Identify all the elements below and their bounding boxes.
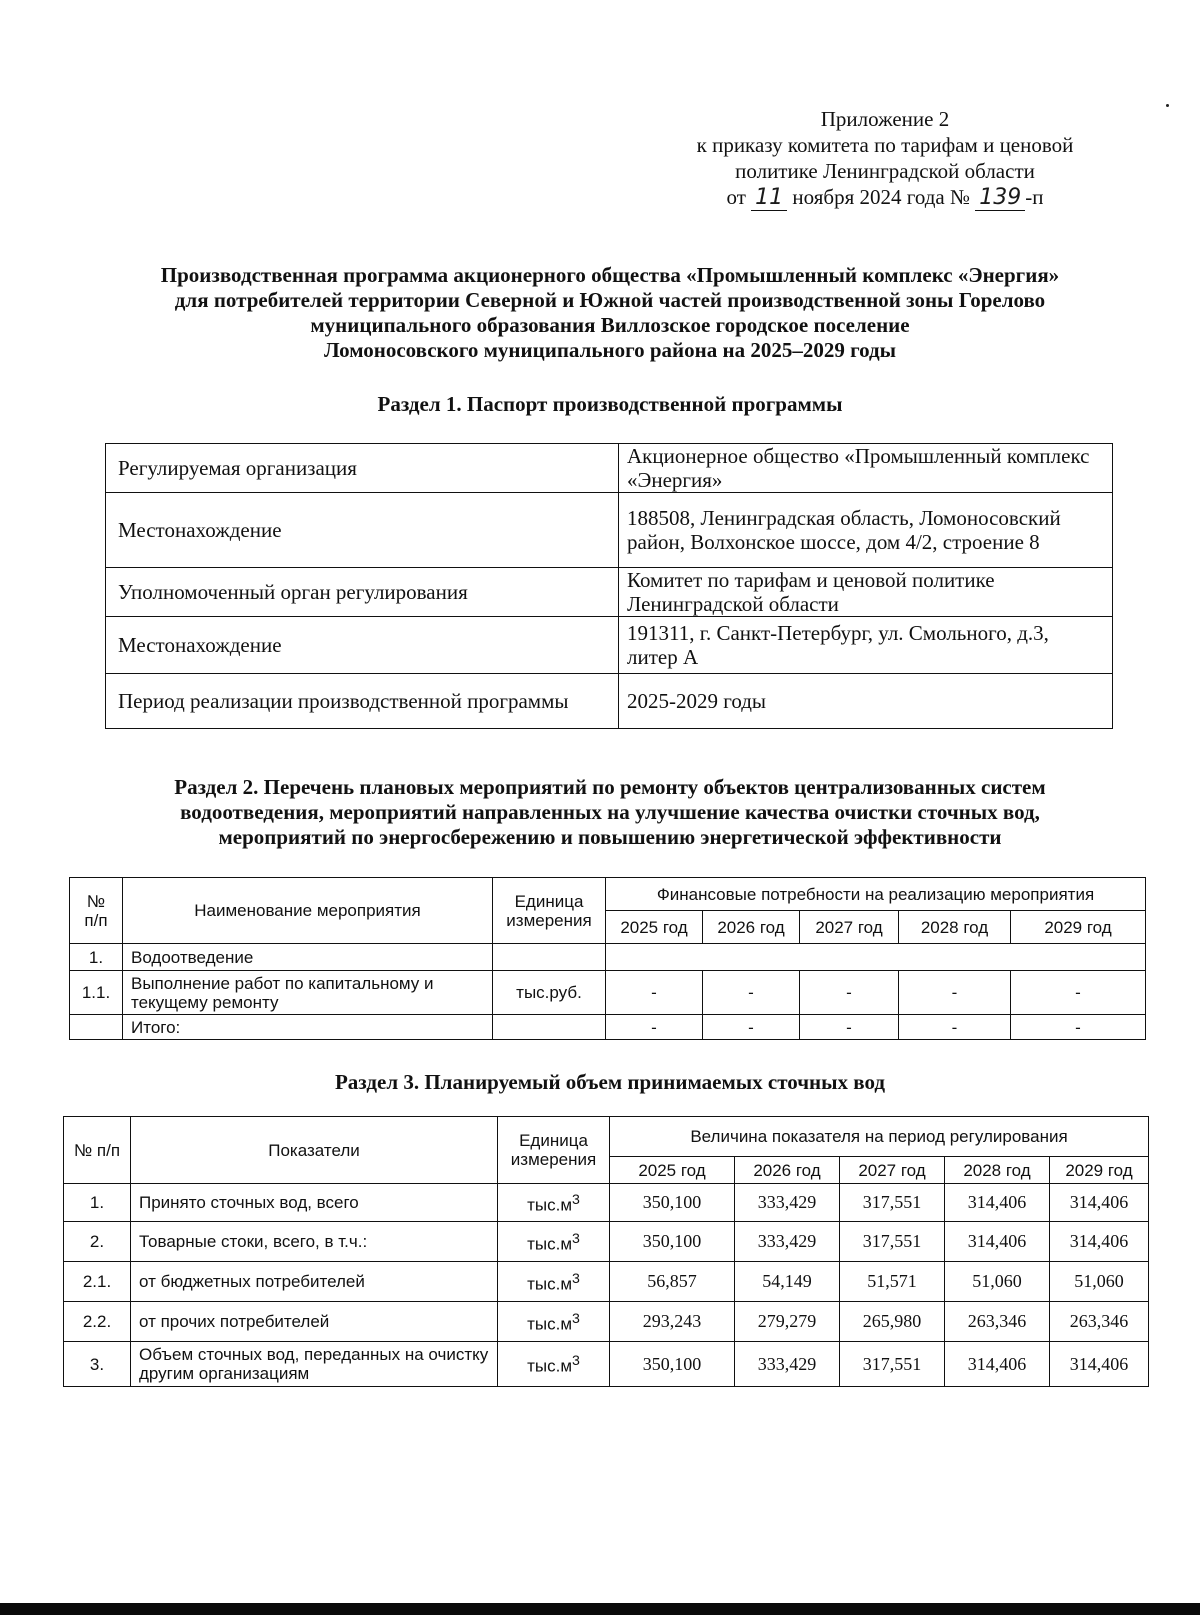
cell-value: - — [606, 971, 703, 1015]
cell-name: Водоотведение — [123, 944, 493, 971]
unit-base: тыс.м — [527, 1234, 573, 1254]
passport-table — [105, 443, 1113, 729]
unit-sup: 3 — [572, 1353, 580, 1370]
table-row — [64, 1184, 1149, 1222]
cell-unit — [498, 1222, 610, 1262]
cell-unit — [498, 1184, 610, 1222]
cell-value: 51,571 — [840, 1262, 945, 1302]
cell-value: 293,243 — [610, 1302, 735, 1342]
cell-value: 314,406 — [1050, 1184, 1149, 1222]
header-year: 2027 год — [800, 911, 899, 944]
unit-sup: 3 — [572, 1191, 580, 1208]
cell-unit: тыс.руб. — [493, 971, 606, 1015]
table-row — [106, 674, 1113, 729]
cell-value: - — [1011, 1015, 1146, 1040]
passport-value: 188508, Ленинградская область, Ломоносовский район, Волхонское шоссе, дом 4/2, строение 8 — [619, 493, 1113, 568]
passport-label: Период реализации производственной программы — [106, 674, 619, 729]
cell-num: 3. — [64, 1342, 131, 1387]
cell-value: 54,149 — [735, 1262, 840, 1302]
cell-empty — [606, 944, 1146, 971]
cell-value: 56,857 — [610, 1262, 735, 1302]
cell-value: 333,429 — [735, 1342, 840, 1387]
unit-base: тыс.м — [527, 1314, 573, 1334]
table-row — [64, 1222, 1149, 1262]
header-name: Показатели — [131, 1117, 498, 1184]
cell-value: - — [606, 1015, 703, 1040]
cell-value: - — [800, 971, 899, 1015]
cell-unit — [498, 1262, 610, 1302]
passport-value: Акционерное общество «Промышленный комплекс «Энергия» — [619, 444, 1113, 493]
table-row — [70, 1015, 1146, 1040]
document-title — [60, 263, 1160, 363]
unit-sup: 3 — [572, 1230, 580, 1247]
header-value: Величина показателя на период регулирования — [610, 1117, 1149, 1157]
scan-edge-bar — [0, 1603, 1200, 1615]
header-year: 2029 год — [1050, 1157, 1149, 1184]
cell-value: 51,060 — [945, 1262, 1050, 1302]
passport-label: Местонахождение — [106, 617, 619, 674]
passport-value: 2025-2029 годы — [619, 674, 1113, 729]
cell-name: Товарные стоки, всего, в т.ч.: — [131, 1222, 498, 1262]
cell-value: 317,551 — [840, 1342, 945, 1387]
cell-name: Итого: — [123, 1015, 493, 1040]
cell-value: - — [899, 1015, 1011, 1040]
unit-base: тыс.м — [527, 1195, 573, 1215]
handwritten-day: 11 — [751, 185, 787, 211]
section-2-title-line-1: Раздел 2. Перечень плановых мероприятий по ремонту объектов централизованных систем — [174, 775, 1046, 799]
unit-sup: 3 — [572, 1310, 580, 1327]
cell-value: 333,429 — [735, 1222, 840, 1262]
header-year: 2026 год — [735, 1157, 840, 1184]
date-prefix: от — [726, 185, 746, 209]
cell-name: от бюджетных потребителей — [131, 1262, 498, 1302]
cell-value: 51,060 — [1050, 1262, 1149, 1302]
table-row — [70, 971, 1146, 1015]
header-name: Наименование мероприятия — [123, 878, 493, 944]
title-line-2: для потребителей территории Северной и Южной частей производственной зоны Горелово — [174, 288, 1046, 312]
table-row — [64, 1302, 1149, 1342]
cell-num: 1. — [64, 1184, 131, 1222]
header-year: 2029 год — [1011, 911, 1146, 944]
cell-value: - — [1011, 971, 1146, 1015]
cell-value: 265,980 — [840, 1302, 945, 1342]
title-line-1: Производственная программа акционерного общества «Промышленный комплекс «Энергия» — [160, 263, 1060, 287]
header-num: № п/п — [70, 878, 123, 944]
wastewater-volume-table — [63, 1116, 1149, 1387]
table-row — [106, 568, 1113, 617]
appendix-line-1: Приложение 2 — [820, 107, 950, 131]
cell-num — [70, 1015, 123, 1040]
table-header-row — [64, 1117, 1149, 1157]
appendix-header — [660, 106, 1110, 211]
cell-num: 1. — [70, 944, 123, 971]
header-num: № п/п — [64, 1117, 131, 1184]
header-unit: Единица измерения — [498, 1117, 610, 1184]
section-2-title — [60, 775, 1160, 850]
cell-value: 350,100 — [610, 1222, 735, 1262]
table-row — [106, 617, 1113, 674]
appendix-line-2: к приказу комитета по тарифам и ценовой — [696, 133, 1074, 157]
cell-name: от прочих потребителей — [131, 1302, 498, 1342]
header-year: 2025 год — [606, 911, 703, 944]
header-year: 2025 год — [610, 1157, 735, 1184]
unit-base: тыс.м — [527, 1274, 573, 1294]
table-row — [70, 944, 1146, 971]
cell-unit — [493, 944, 606, 971]
header-finance: Финансовые потребности на реализацию мероприятия — [606, 878, 1146, 911]
cell-value: 263,346 — [945, 1302, 1050, 1342]
cell-value: 350,100 — [610, 1342, 735, 1387]
passport-value: 191311, г. Санкт-Петербург, ул. Смольного, д.3, литер А — [619, 617, 1113, 674]
cell-unit — [498, 1342, 610, 1387]
cell-value: 263,346 — [1050, 1302, 1149, 1342]
cell-value: - — [703, 971, 800, 1015]
cell-num: 2.1. — [64, 1262, 131, 1302]
order-suffix: -п — [1025, 185, 1044, 209]
header-year: 2028 год — [899, 911, 1011, 944]
cell-unit — [498, 1302, 610, 1342]
header-year: 2028 год — [945, 1157, 1050, 1184]
table-row — [64, 1342, 1149, 1387]
table-row — [106, 444, 1113, 493]
cell-value: 314,406 — [945, 1184, 1050, 1222]
header-unit: Единица измерения — [493, 878, 606, 944]
section-1-title: Раздел 1. Паспорт производственной программы — [377, 392, 843, 416]
cell-num: 2. — [64, 1222, 131, 1262]
cell-value: 333,429 — [735, 1184, 840, 1222]
passport-label: Регулируемая организация — [106, 444, 619, 493]
cell-num: 2.2. — [64, 1302, 131, 1342]
cell-name: Объем сточных вод, переданных на очистку другим организациям — [131, 1342, 498, 1387]
cell-value: 314,406 — [1050, 1342, 1149, 1387]
appendix-line-3: политике Ленинградской области — [735, 159, 1035, 183]
title-line-4: Ломоносовского муниципального района на 2025–2029 годы — [323, 338, 897, 362]
passport-value: Комитет по тарифам и ценовой политике Ленинградской области — [619, 568, 1113, 617]
header-year: 2026 год — [703, 911, 800, 944]
title-line-3: муниципального образования Виллозское городское поселение — [310, 313, 910, 337]
section-3-title: Раздел 3. Планируемый объем принимаемых сточных вод — [334, 1070, 886, 1094]
section-2-title-line-2: водоотведения, мероприятий направленных на улучшение качества очистки сточных вод, — [180, 800, 1040, 824]
cell-value: 317,551 — [840, 1222, 945, 1262]
cell-name: Принято сточных вод, всего — [131, 1184, 498, 1222]
unit-base: тыс.м — [527, 1356, 573, 1376]
handwritten-order-number: 139 — [975, 185, 1025, 211]
cell-name: Выполнение работ по капитальному и текущему ремонту — [123, 971, 493, 1015]
passport-label: Уполномоченный орган регулирования — [106, 568, 619, 617]
cell-value: 350,100 — [610, 1184, 735, 1222]
passport-label: Местонахождение — [106, 493, 619, 568]
appendix-date-line — [660, 184, 1110, 211]
cell-value: - — [703, 1015, 800, 1040]
scan-speck — [1166, 104, 1169, 107]
cell-unit — [493, 1015, 606, 1040]
table-row — [64, 1262, 1149, 1302]
cell-value: 314,406 — [1050, 1222, 1149, 1262]
header-year: 2027 год — [840, 1157, 945, 1184]
unit-sup: 3 — [572, 1270, 580, 1287]
table-row — [106, 493, 1113, 568]
cell-value: 314,406 — [945, 1342, 1050, 1387]
section-2-title-line-3: мероприятий по энергосбережению и повышению энергетической эффективности — [218, 825, 1002, 849]
cell-value: 279,279 — [735, 1302, 840, 1342]
cell-value: - — [800, 1015, 899, 1040]
cell-value: 317,551 — [840, 1184, 945, 1222]
table-header-row — [70, 878, 1146, 911]
date-month-year: ноября 2024 года № — [792, 185, 971, 209]
cell-num: 1.1. — [70, 971, 123, 1015]
cell-value: 314,406 — [945, 1222, 1050, 1262]
measures-table — [69, 877, 1146, 1040]
cell-value: - — [899, 971, 1011, 1015]
